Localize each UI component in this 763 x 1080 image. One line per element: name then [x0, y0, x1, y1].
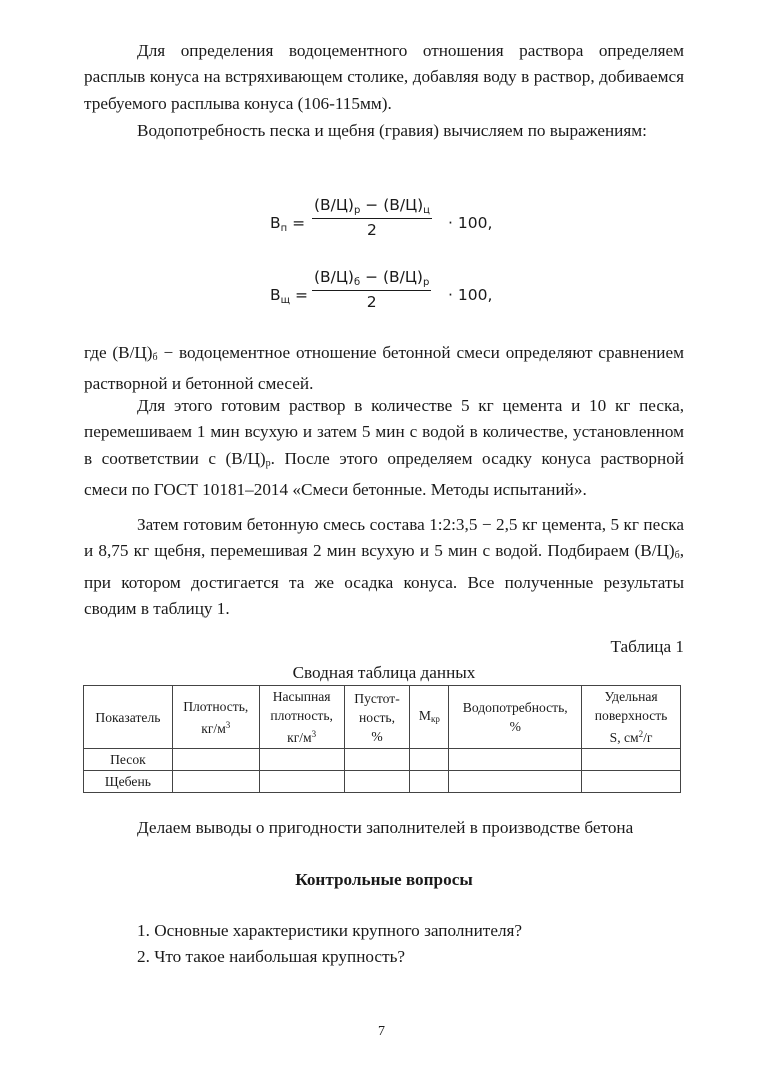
header-water-demand: Водопотребность, % — [449, 686, 582, 749]
table-cell — [449, 749, 582, 771]
table-cell — [259, 771, 344, 793]
formula-denominator: 2 — [367, 221, 377, 239]
table-cell — [449, 771, 582, 793]
table-row-sand — [84, 749, 681, 771]
paragraph-text: Водопотребность песка и щебня (гравия) вычисляем по выражениям: — [137, 121, 647, 140]
header-bulk-density: Насыпная плотность, $кг/м^3$ — [259, 686, 344, 749]
header-specific-surface: Удельная поверхность S, $см^2/г$ — [582, 686, 681, 749]
formula-rhs: · 100, — [448, 286, 493, 304]
paragraph-cone-spread — [84, 38, 684, 117]
formula-fraction — [312, 268, 431, 311]
formula-lhs: $В_щ$ = — [270, 286, 308, 306]
table-cell — [259, 749, 344, 771]
questions-list — [137, 918, 522, 970]
header-fineness-modulus: $М_{кр}$ — [410, 686, 449, 749]
table-cell — [172, 749, 259, 771]
formula-numerator: $(В/Ц)_р - (В/Ц)_ц$ — [312, 196, 432, 219]
formula-lhs: $В_п$ = — [270, 214, 306, 234]
formula-sand-water-demand — [0, 196, 763, 256]
header-density: Плотность, $кг/м^3$ — [172, 686, 259, 749]
table-cell — [172, 771, 259, 793]
summary-table — [83, 685, 681, 793]
paragraph-text: Для определения водоцементного отношения раствора определяем расплыв конуса на встряхивающем столике, добавляя воду в раствор, добиваемся требуемого расплыва конуса (106-115мм). — [84, 41, 684, 113]
header-voidness: Пустот- ность, % — [344, 686, 410, 749]
table-row-gravel — [84, 771, 681, 793]
formula-denominator: 2 — [366, 293, 377, 311]
row-label: Песок — [84, 749, 173, 771]
formula-fraction — [312, 196, 432, 239]
formula-gravel-water-demand — [0, 268, 763, 328]
paragraph-where-clause: где $(В/Ц)_б$ − водоцементное отношение бетонной смеси определяют сравнением растворной и бетонной смесей. — [84, 343, 685, 394]
formula-rhs: · 100, — [448, 214, 493, 232]
table-cell — [410, 771, 449, 793]
table-label: Таблица 1 — [610, 637, 684, 656]
paragraph-concrete-prep: Затем готовим бетонную смесь состава 1:2:3,5 − 2,5 кг цемента, 5 кг песка и 8,75 кг щебня, перемешивая 2 мин всухую и 5 мин с водой. Подбираем $(В/Ц)_б$, при котором достигается та же осадка конуса. Все полученные результаты сводим в таблицу 1. — [84, 515, 684, 619]
table-cell — [582, 749, 681, 771]
table-title: Сводная таблица данных — [292, 663, 476, 682]
table-header-row — [84, 686, 681, 749]
table-cell — [410, 749, 449, 771]
paragraph-mortar-prep: Для этого готовим раствор в количестве 5 кг цемента и 10 кг песка, перемешиваем 1 мин всухую и затем 5 мин с водой в количестве, установленном в соответствии с $(В/Ц)_р$. После этого определяем осадку конуса растворной смеси по ГОСТ 10181–2014 «Смеси бетонные. Методы испытаний». — [84, 396, 684, 500]
table-cell — [582, 771, 681, 793]
questions-heading: Контрольные вопросы — [295, 870, 473, 889]
header-indicator: Показатель — [84, 686, 173, 749]
question-item: 2. Что такое наибольшая крупность? — [137, 947, 406, 966]
formula-numerator: $(В/Ц)_б - (В/Ц)_р$ — [312, 268, 431, 291]
table-cell — [344, 771, 410, 793]
table-cell — [344, 749, 410, 771]
row-label: Щебень — [84, 771, 173, 793]
paragraph-water-demand-intro — [84, 118, 684, 144]
page-number: 7 — [378, 1024, 385, 1039]
conclusion-text: Делаем выводы о пригодности заполнителей в производстве бетона — [137, 818, 634, 837]
question-item: 1. Основные характеристики крупного заполнителя? — [137, 921, 523, 940]
